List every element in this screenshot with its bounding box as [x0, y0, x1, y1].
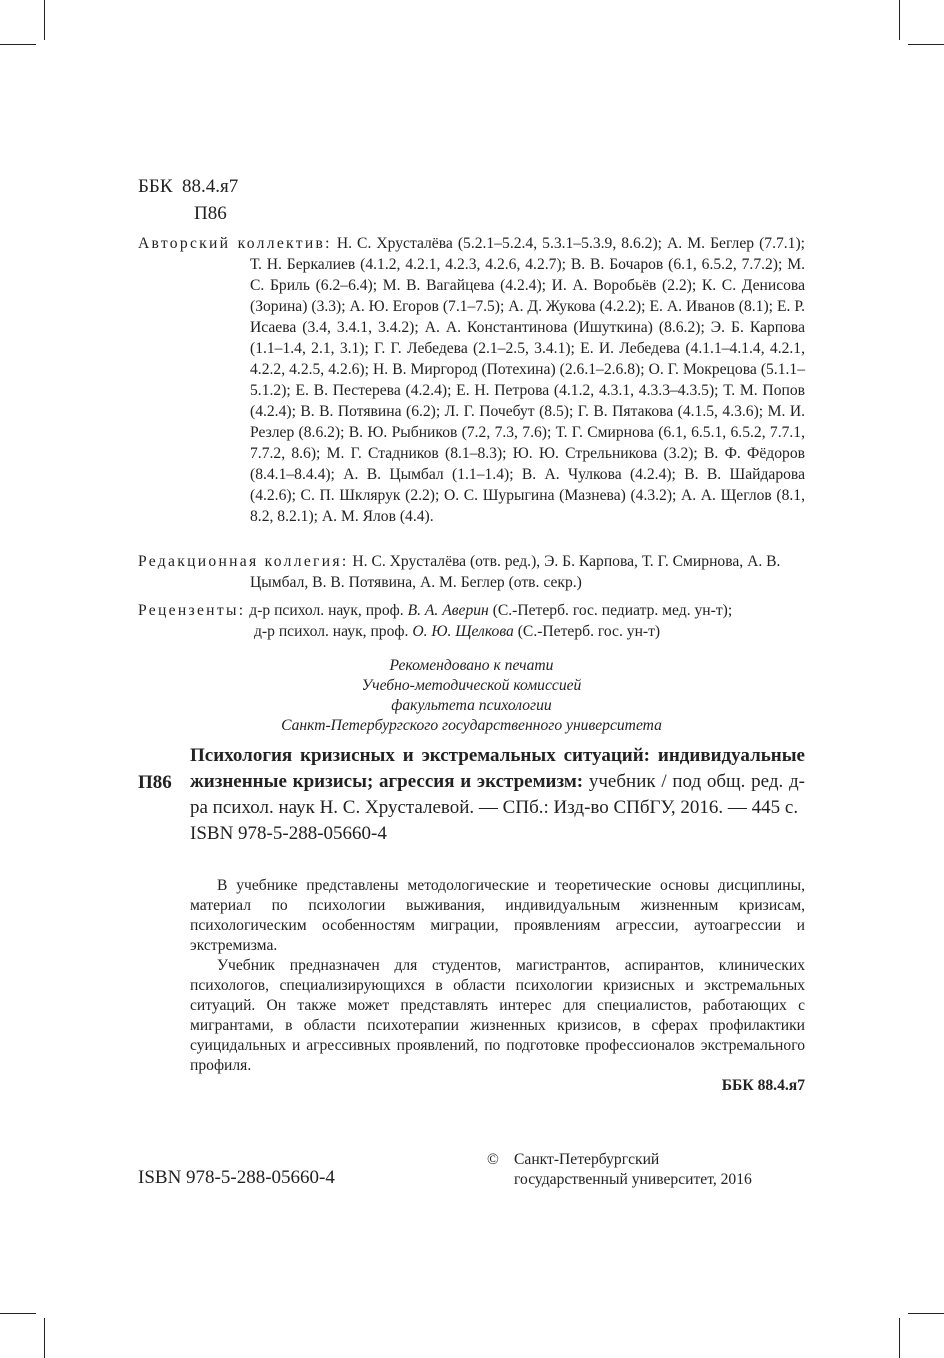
recommendation — [138, 656, 805, 736]
authors-block — [138, 233, 805, 527]
crop-mark — [908, 1313, 944, 1314]
author-mark-bold: П86 — [138, 772, 172, 793]
crop-mark — [899, 1318, 900, 1358]
annotation-paragraph: Учебник предназначен для студентов, магистрантов, аспирантов, клинических психологов, специализирующихся в области психологии кризисных и экстремальных ситуаций. Он также может представлять интерес для специалистов, работающих с мигрантами, в области психотерапии жизненных кризисов, в сферах профилактики суицидальных и агрессивных проявлений, по подготовке профессионалов экстремального профиля. — [190, 957, 805, 1074]
authors-text: Н. С. Хрусталёва (5.2.1–5.2.4, 5.3.1–5.3.9, 8.6.2); А. М. Беглер (7.7.1); Т. Н. Беркалиев (4.1.2, 4.2.1, 4.2.3, 4.2.6, 4.2.7); В. В. Бочаров (6.1, 6.5.2, 7.7.2); М. С. Бриль (6.2–6.4); М. В. Вагайцева (4.2.4); И. А. Воробьёв (2.2); К. С. Денисова (Зорина) (3.3); А. Ю. Егоров (7.1–7.5); А. Д. Жукова (4.2.2); Е. А. Иванов (8.1); Е. Р. Исаева (3.4, 3.4.1, 3.4.2); А. А. Константинова (Ишуткина) (8.6.2); Э. Б. Карпова (1.1–1.4, 2.1, 3.1); Г. Г. Лебедева (2.1–2.5, 3.4.1); Е. И. Лебедева (4.1.1–4.1.4, 4.2.1, 4.2.2, 4.2.5, 4.2.6); Н. В. Миргород (Потехина) (2.6.1–2.6.8); О. Г. Мокрецова (5.1.1–5.1.2); Е. В. Пестерева (4.2.4); Е. Н. Петрова (4.1.2, 4.3.1, 4.3.3–4.3.5); Т. М. Попов (4.2.4); В. В. Потявина (6.2); Л. Г. Почебут (8.5); Г. В. Пятакова (4.1.5, 4.3.6); М. И. Резлер (8.6.2); В. Ю. Рыбников (7.2, 7.3, 7.6); Т. Г. Смирнова (6.1, 6.5.1, 6.5.2, 7.7.1, 7.7.2, 8.6); М. Г. Стадников (8.1–8.3); Ю. Ю. Стрельникова (3.2); В. Ф. Фёдоров (8.4.1–8.4.4); А. В. Цымбал (1.1–1.4); В. А. Чулкова (4.2.4); В. В. Шайдарова (4.2.6); С. П. Шклярук (2.2); О. С. Шурыгина (Мазнева) (4.3.2); А. А. Щеглов (8.1, 8.2, 8.2.1); А. М. Ялов (4.4). — [250, 235, 805, 525]
crop-mark — [0, 44, 36, 45]
book-subtitle: учебник / под общ. ред. д-ра психол. наук Н. С. Хрусталевой. — СПб.: Изд-во СПбГУ, 2016. — 445 с. — [190, 771, 806, 818]
editors-text: Н. С. Хрусталёва (отв. ред.), Э. Б. Карпова, Т. Г. Смирнова, А. В. Цымбал, В. В. Потявина, А. М. Беглер (отв. секр.) — [250, 553, 781, 591]
reviewers-label: Рецензенты: — [138, 602, 246, 619]
reviewer1-degree: д-р психол. наук, проф. — [249, 602, 404, 619]
book-title: Психология кризисных и экстремальных ситуаций: индивидуальные жизненные кризисы; агрессия и экстремизм: — [190, 745, 805, 792]
recommend-line: Рекомендовано к печати — [389, 657, 554, 674]
recommend-line: Санкт-Петербургского государственного университета — [281, 717, 662, 734]
crop-mark — [908, 44, 944, 45]
crop-mark — [44, 1318, 45, 1358]
editors-block — [138, 551, 805, 593]
bbk-code: ББК 88.4.я7 — [138, 176, 239, 197]
reviewer2-name: О. Ю. Щелкова — [412, 623, 514, 640]
isbn-bottom: ISBN 978-5-288-05660-4 — [138, 1167, 335, 1188]
recommend-line: Учебно-методической комиссией — [361, 677, 582, 694]
reviewer2-degree: д-р психол. наук, проф. — [254, 623, 409, 640]
isbn-line: ISBN 978-5-288-05660-4 — [190, 823, 387, 844]
reviewer1-org: (С.-Петерб. гос. педиатр. мед. ун-т); — [492, 602, 733, 619]
copyright — [487, 1150, 752, 1190]
copyright-icon: © — [487, 1151, 499, 1168]
crop-mark — [44, 0, 45, 40]
reviewer2-org: (С.-Петерб. гос. ун-т) — [517, 623, 661, 640]
copyright-line: государственный университет, 2016 — [514, 1171, 752, 1188]
crop-mark — [0, 1313, 36, 1314]
bibliographic-record — [190, 743, 805, 847]
reviewers-block — [138, 600, 805, 642]
reviewer1-name: В. А. Аверин — [407, 602, 489, 619]
editors-label: Редакционная коллегия: — [138, 553, 349, 570]
annotation-paragraph: В учебнике представлены методологические и теоретические основы дисциплины, материал по психологии выживания, индивидуальным жизненным кризисам, психологическим особенностям миграции, проявлениям агрессии, аутоагрессии и экстремизма. — [190, 877, 805, 954]
authors-label: Авторский коллектив: — [138, 235, 332, 252]
copyright-line: Санкт-Петербургский — [514, 1151, 660, 1168]
bbk-header — [138, 173, 238, 227]
author-mark: П86 — [194, 203, 227, 224]
recommend-line: факультета психологии — [391, 697, 552, 714]
annotation — [190, 876, 805, 1076]
crop-mark — [899, 0, 900, 40]
bbk-bottom: ББК 88.4.я7 — [721, 1077, 805, 1094]
